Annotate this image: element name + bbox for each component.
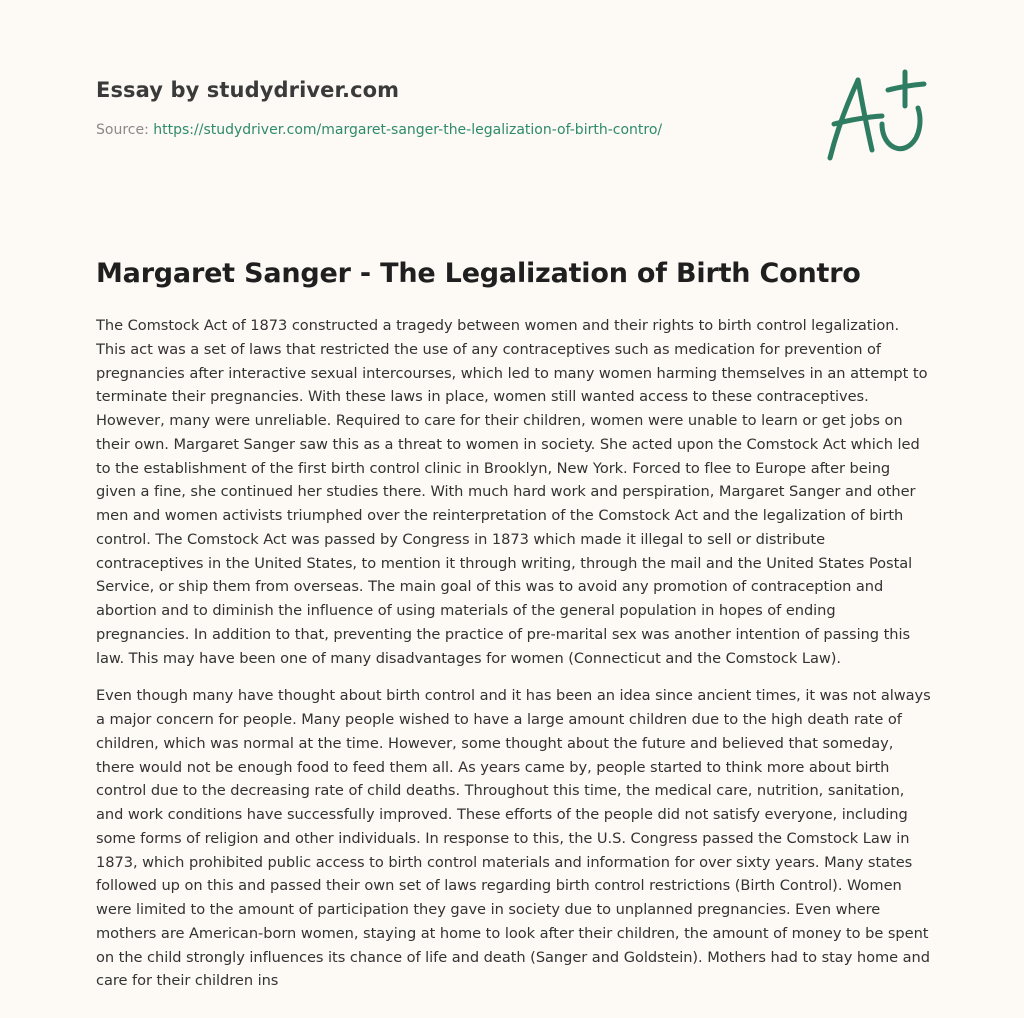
a-plus-logo-icon <box>822 66 928 166</box>
source-label: Source: <box>96 122 154 138</box>
site-title: Essay by studydriver.com <box>96 78 400 102</box>
source-line <box>96 120 796 140</box>
essay-paragraph: The Comstock Act of 1873 constructed a tragedy between women and their rights to birth control legalization. This act was a set of laws that restricted the use of any contraceptives such as medication for prevention of pregnancies after interactive sexual intercourses, which led to many women harming themselves in an attempt to terminate their pregnancies. With these laws in place, women still wanted access to these contraceptives. However, many were unreliable. Required to care for their children, women were unable to learn or get jobs on their own. Margaret Sanger saw this as a threat to women in society. She acted upon the Comstock Act which led to the establishment of the first birth control clinic in Brooklyn, New York. Forced to flee to Europe after being given a fine, she continued her studies there. With much hard work and perspiration, Margaret Sanger and other men and women activists triumphed over the reinterpretation of the Comstock Act and the legalization of birth control. The Comstock Act was passed by Congress in 1873 which made it illegal to sell or distribute contraceptives in the United States, to mention it through writing, through the mail and the United States Postal Service, or ship them from overseas. The main goal of this was to avoid any promotion of contraception and abortion and to diminish the influence of using materials of the general population in hopes of ending pregnancies. In addition to that, preventing the practice of pre-marital sex was another intention of passing this law. This may have been one of many disadvantages for women (Connecticut and the Comstock Law). <box>96 317 928 667</box>
source-link[interactable]: https://studydriver.com/margaret-sanger-the-legalization-of-birth-contro/ <box>153 122 663 138</box>
essay-body <box>96 314 932 1007</box>
essay-title: Margaret Sanger - The Legalization of Birth Contro <box>96 258 861 289</box>
essay-paragraph: Even though many have thought about birth control and it has been an idea since ancient times, it was not always a major concern for people. Many people wished to have a large amount children due to the high death rate of children, which was normal at the time. However, some thought about the future and believed that someday, there would not be enough food to feed them all. As years came by, people started to think more about birth control due to the decreasing rate of child deaths. Throughout this time, the medical care, nutrition, sanitation, and work conditions have successfully improved. These efforts of the people did not satisfy everyone, including some forms of religion and other individuals. In response to this, the U.S. Congress passed the Comstock Law in 1873, which prohibited public access to birth control materials and information for over sixty years. Many states followed up on this and passed their own set of laws regarding birth control restrictions (Birth Control). Women were limited to the amount of participation they gave in society due to unplanned pregnancies. Even where mothers are American-born women, staying at home to look after their children, the amount of money to be spent on the child strongly influences its chance of life and death (Sanger and Goldstein). Mothers had to stay home and care for their children ins <box>96 687 931 990</box>
essay-header <box>96 76 796 140</box>
